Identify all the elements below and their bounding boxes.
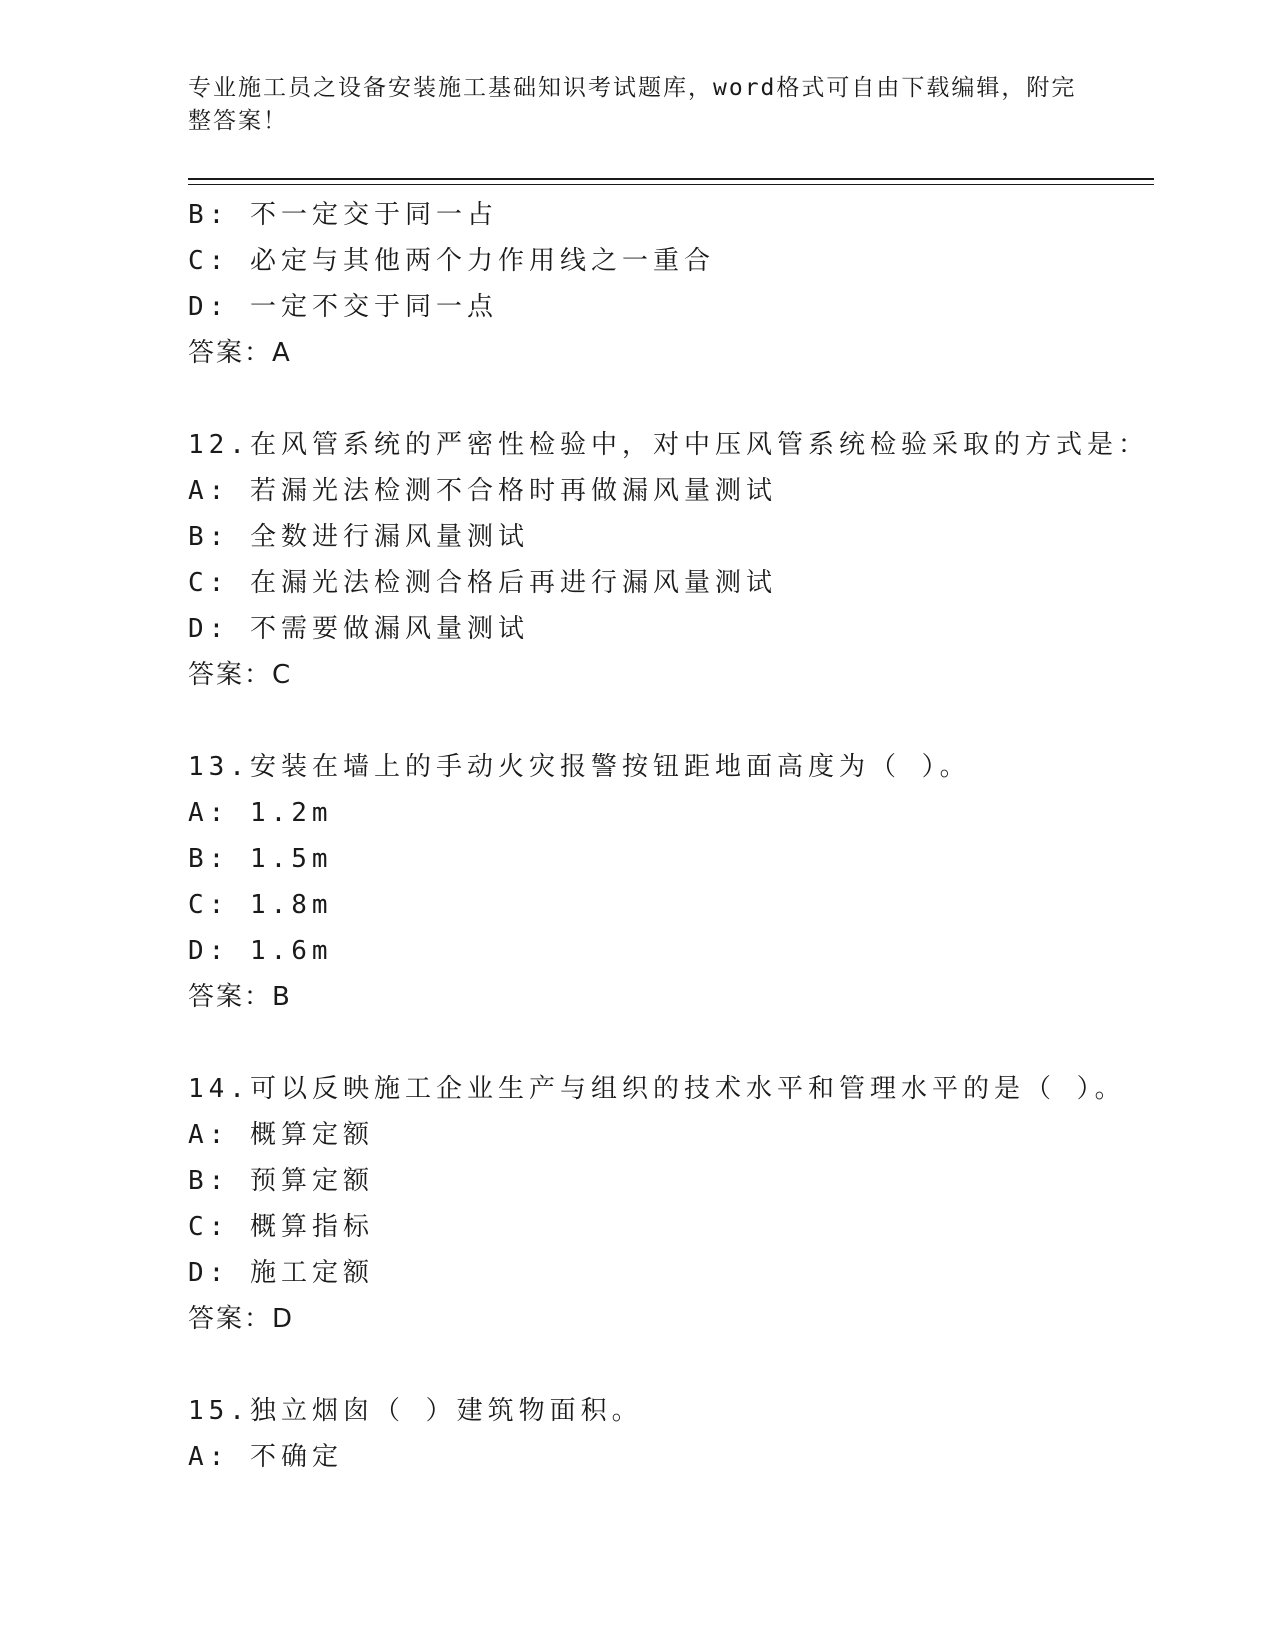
spacer — [188, 1342, 1154, 1388]
question-stem: 15.独立烟囱（ ）建筑物面积。 — [188, 1396, 643, 1426]
option-b: B: 不一定交于同一占 — [188, 200, 498, 230]
option-b: B: 全数进行漏风量测试 — [188, 522, 529, 552]
question-block-14 — [188, 1066, 1154, 1342]
spacer — [188, 1020, 1154, 1066]
option-b: B: 1.5m — [188, 844, 333, 874]
option-a: A: 1.2m — [188, 798, 333, 828]
answer-label: 答案：A — [188, 338, 292, 368]
question-stem: 12.在风管系统的严密性检验中，对中压风管系统检验采取的方式是： — [188, 430, 1149, 460]
option-b: B: 预算定额 — [188, 1166, 374, 1196]
header-line-1: 专业施工员之设备安装施工基础知识考试题库，word格式可自由下载编辑，附完 — [188, 75, 1077, 101]
option-d: D: 1.6m — [188, 936, 333, 966]
option-d: D: 不需要做漏风量测试 — [188, 614, 529, 644]
spacer — [188, 698, 1154, 744]
option-a: A: 不确定 — [188, 1442, 343, 1472]
option-c: C: 1.8m — [188, 890, 333, 920]
question-block-12 — [188, 422, 1154, 698]
header-divider-bottom — [188, 184, 1154, 185]
header-divider-top — [188, 178, 1154, 180]
question-block-15 — [188, 1388, 1154, 1480]
prev-question-block — [188, 192, 1154, 376]
answer-label: 答案：D — [188, 1304, 295, 1334]
option-a: A: 概算定额 — [188, 1120, 374, 1150]
answer-label: 答案：B — [188, 982, 292, 1012]
option-c: C: 在漏光法检测合格后再进行漏风量测试 — [188, 568, 777, 598]
document-header — [188, 72, 1088, 138]
spacer — [188, 376, 1154, 422]
option-d: D: 施工定额 — [188, 1258, 374, 1288]
question-list — [188, 192, 1154, 1480]
question-block-13 — [188, 744, 1154, 1020]
header-line-2: 整答案！ — [188, 108, 288, 134]
option-c: C: 必定与其他两个力作用线之一重合 — [188, 246, 715, 276]
question-stem: 13.安装在墙上的手动火灾报警按钮距地面高度为（ ）。 — [188, 752, 971, 782]
option-d: D: 一定不交于同一点 — [188, 292, 498, 322]
answer-label: 答案：C — [188, 660, 293, 690]
question-stem: 14.可以反映施工企业生产与组织的技术水平和管理水平的是（ ）。 — [188, 1074, 1126, 1104]
option-c: C: 概算指标 — [188, 1212, 374, 1242]
option-a: A: 若漏光法检测不合格时再做漏风量测试 — [188, 476, 777, 506]
